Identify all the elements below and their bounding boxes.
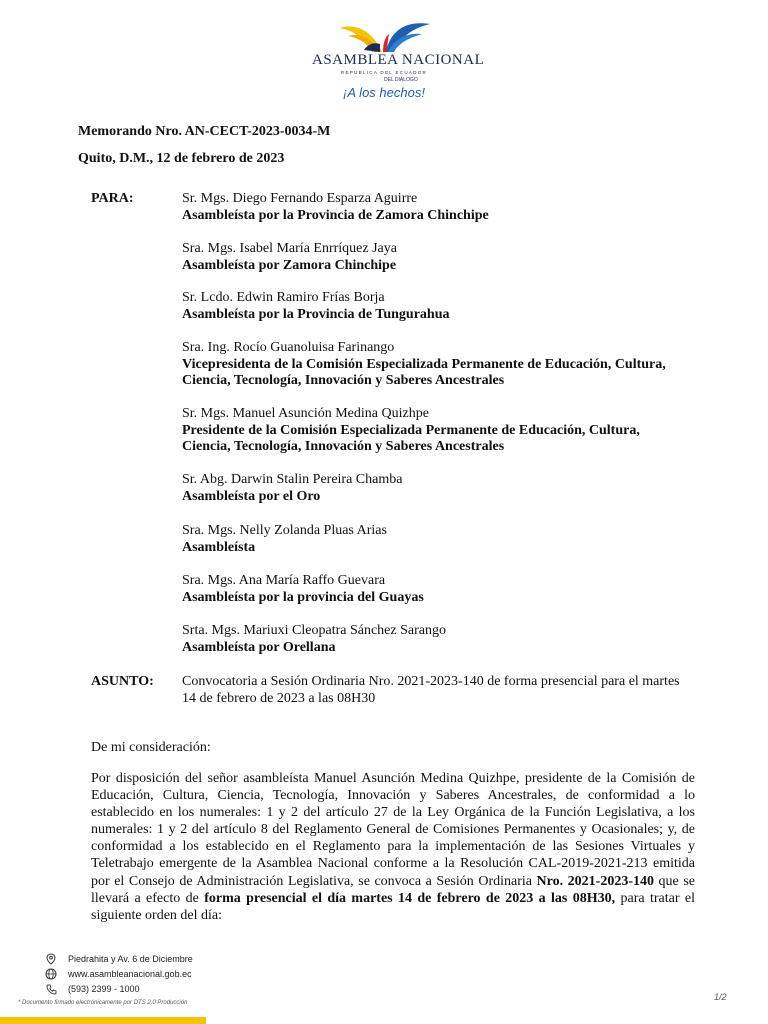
recipient-title: Asambleísta por Zamora Chinchipe <box>182 257 397 273</box>
footer-website[interactable] <box>44 967 192 981</box>
phone-text: (593) 2399 - 1000 <box>68 984 140 994</box>
signature-footnote: * Documento firmado electrónicamente por DTS 2.0 Producción <box>18 1000 188 1006</box>
recipient-name: Sr. Mgs. Manuel Asunción Medina Quizhpe <box>182 406 429 421</box>
recipient-title: Asambleísta por la Provincia de Zamora Chinchipe <box>182 207 489 223</box>
recipient-name: Sra. Mgs. Isabel María Enrríquez Jaya <box>182 241 397 256</box>
recipient-title: Asambleísta por la Provincia de Tungurahua <box>182 306 450 322</box>
recipient-name: Sra. Mgs. Nelly Zolanda Pluas Arias <box>182 523 387 538</box>
logo-subtitle: REPÚBLICA DEL ECUADOR <box>340 70 428 75</box>
body-text: que se llevará a efecto de <box>91 873 695 906</box>
asunto-text <box>182 674 680 707</box>
body-text: Por disposición del señor asambleísta Manuel Asunción Medina Quizhpe, presidente de la Comisión de Educación, Cultura, Ciencia, Tecnología, Innovación y Saberes Ancestrales, de conformidad a lo establecido en los numerales: 1 y 2 del artículo 27 de la Ley Orgánica de la Función Legislativa, a los numerales: 1 y 2 del artículo 8 del Reglamento General de Comisiones Permanentes y Ocasionales; y, de conformidad a los establecido en el Reglamento para la implementación de las Sesiones Virtuales y Teletrabajo emergente de la Asamblea Nacional conforme a la Resolución CAL-2019-2021-213 emitida por el Consejo de Administración Legislativa, se convoca a Sesión Ordinaria <box>91 771 695 889</box>
memo-place-date: Quito, D.M., 12 de febrero de 2023 <box>78 151 285 166</box>
asunto-label: ASUNTO: <box>91 674 154 689</box>
recipient <box>182 406 640 456</box>
recipient <box>182 523 387 556</box>
recipient <box>182 241 397 274</box>
address-text: Piedrahita y Av. 6 de Diciembre <box>68 954 193 964</box>
location-icon <box>44 952 58 966</box>
recipient <box>182 623 446 656</box>
asunto-line: 14 de febrero de 2023 a las 08H30 <box>182 690 376 706</box>
recipient-title: Asambleísta por el Oro <box>182 488 321 504</box>
page-number: 1/2 <box>714 992 727 1002</box>
recipient-name: Srta. Mgs. Mariuxi Cleopatra Sánchez Sarango <box>182 623 446 638</box>
para-label: PARA: <box>91 191 134 206</box>
phone-icon <box>44 982 58 996</box>
session-datetime: forma presencial el día martes 14 de febrero de 2023 a las 08H30, <box>204 890 616 906</box>
greeting: De mi consideración: <box>91 740 211 755</box>
recipient-title: Ciencia, Tecnología, Innovación y Saberes Ancestrales <box>182 373 505 388</box>
recipient-title: Asambleísta <box>182 539 256 555</box>
recipient <box>182 472 402 505</box>
condor-wings-icon <box>334 14 434 54</box>
body-text: para tratar el siguiente orden del día: <box>91 890 695 923</box>
footer-address <box>44 952 193 966</box>
recipient-title: Presidente de la Comisión Especializada Permanente de Educación, Cultura, <box>182 422 640 438</box>
website-link[interactable]: www.asambleanacional.gob.ec <box>68 969 192 979</box>
web-icon <box>44 967 58 981</box>
assembly-logo <box>312 14 485 100</box>
footer-accent-bar <box>0 1017 206 1024</box>
recipient-name: Sr. Lcdo. Edwin Ramiro Frías Borja <box>182 290 385 305</box>
recipient-title: Asambleísta por Orellana <box>182 639 336 655</box>
recipient-title: Asambleísta por la provincia del Guayas <box>182 589 424 605</box>
recipient <box>182 573 424 606</box>
recipient-name: Sr. Abg. Darwin Stalin Pereira Chamba <box>182 472 403 487</box>
recipient-title: Ciencia, Tecnología, Innovación y Saberes Ancestrales <box>182 439 505 454</box>
recipient-name: Sra. Ing. Rocío Guanoluisa Farinango <box>182 340 395 355</box>
logo-slogan: ¡A los hechos! <box>343 85 425 100</box>
recipient <box>182 191 489 224</box>
recipient-title: Vicepresidenta de la Comisión Especializada Permanente de Educación, Cultura, <box>182 356 666 372</box>
body-paragraph <box>91 770 695 924</box>
logo-small-text: DEL DIÁLOGO <box>384 77 418 83</box>
asunto-line: Convocatoria a Sesión Ordinaria Nro. 2021-2023-140 de forma presencial para el martes <box>182 674 680 689</box>
memo-number: Memorando Nro. AN-CECT-2023-0034-M <box>78 124 331 139</box>
footer-phone <box>44 982 140 996</box>
logo-title: ASAMBLEA NACIONAL <box>312 52 485 68</box>
session-number: Nro. 2021-2023-140 <box>536 873 654 889</box>
recipient-name: Sr. Mgs. Diego Fernando Esparza Aguirre <box>182 191 418 206</box>
recipient <box>182 290 449 323</box>
recipient-name: Sra. Mgs. Ana María Raffo Guevara <box>182 573 386 588</box>
recipient <box>182 340 666 390</box>
